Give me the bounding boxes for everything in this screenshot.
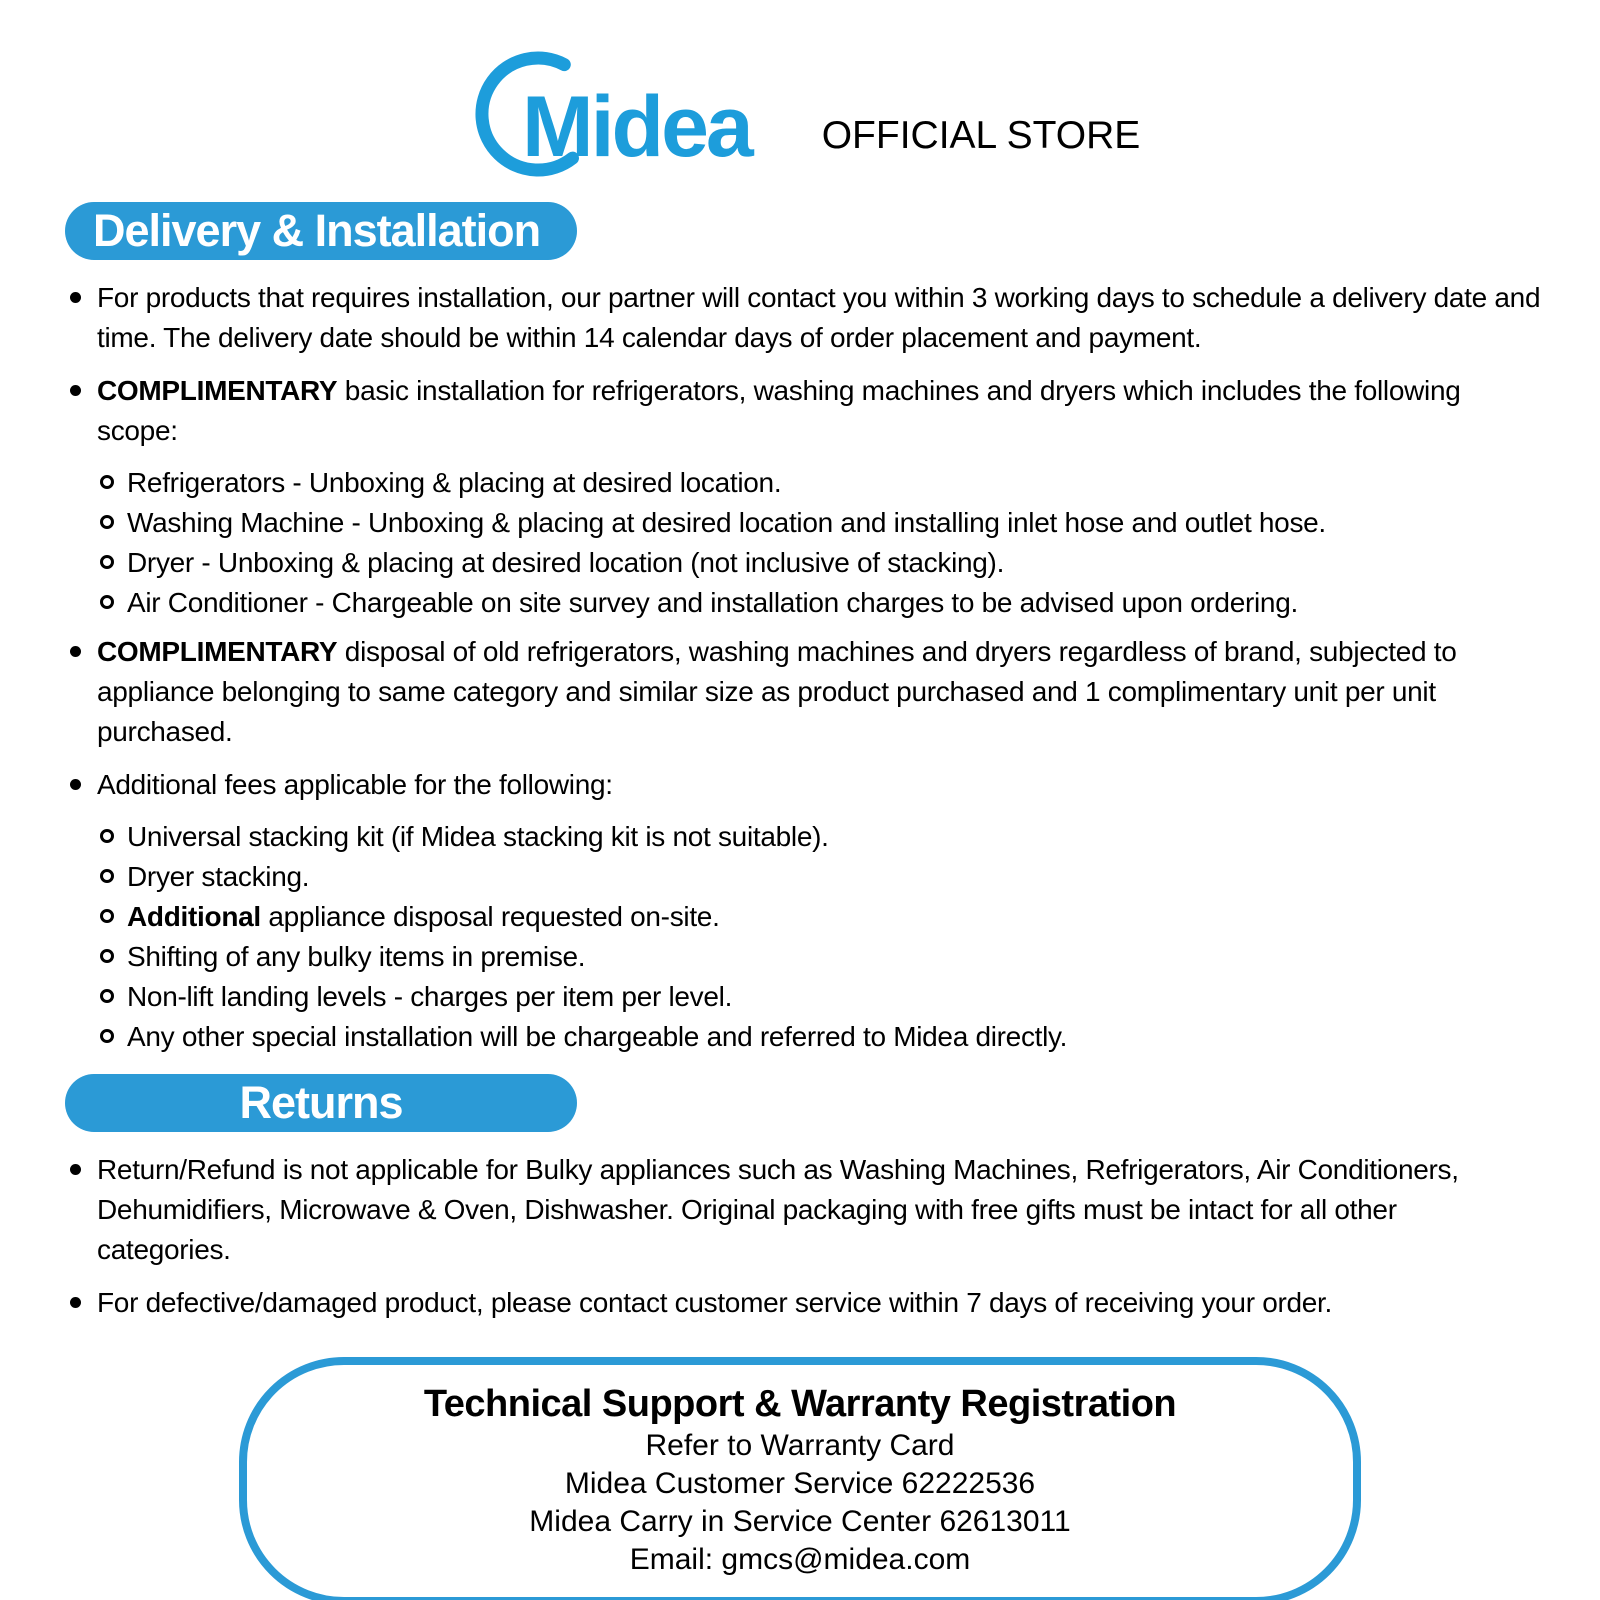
- support-box: [239, 1357, 1361, 1600]
- returns-list: [0, 1150, 1600, 1323]
- fee-item-special-installation: [100, 1018, 1560, 1056]
- circle-bullet-icon: [100, 909, 114, 923]
- circle-bullet-icon: [100, 949, 114, 963]
- scope-item-air-conditioner-text: Air Conditioner - Chargeable on site survey and installation charges to be advised upon ordering.: [127, 587, 1298, 618]
- delivery-item-2: [66, 371, 1560, 451]
- fee-item-non-lift-landing-text: Non-lift landing levels - charges per item per level.: [127, 981, 733, 1012]
- delivery-item-1-body: For products that requires installation, our partner will contact you within 3 working days to schedule a delivery date and time. The delivery date should be within 14 calendar days of order placement and payment.: [97, 282, 1541, 353]
- fee-item-additional-disposal-text: [127, 898, 720, 936]
- fee-item-special-installation-text: Any other special installation will be chargeable and referred to Midea directly.: [127, 1021, 1068, 1052]
- circle-bullet-icon: [100, 869, 114, 883]
- midea-logo: [460, 34, 800, 184]
- circle-bullet-icon: [100, 595, 114, 609]
- fee-item-non-lift-landing: [100, 978, 1560, 1016]
- circle-bullet-icon: [100, 829, 114, 843]
- official-store-label: OFFICIAL STORE: [821, 114, 1141, 157]
- scope-item-washing-machine-text: Washing Machine - Unboxing & placing at desired location and installing inlet hose and outlet hose.: [127, 507, 1326, 538]
- bold-lead: COMPLIMENTARY: [97, 375, 338, 406]
- delivery-item-2-text: [97, 371, 1497, 451]
- bullet-icon: [70, 1164, 81, 1175]
- bold-lead: Additional: [127, 901, 261, 932]
- circle-bullet-icon: [100, 989, 114, 1003]
- delivery-list: [0, 278, 1600, 1056]
- support-line-email: Email: gmcs@midea.com: [629, 1543, 971, 1576]
- fee-item-dryer-stacking: [100, 858, 1560, 896]
- bullet-icon: [70, 292, 81, 303]
- support-line-customer-service: Midea Customer Service 62222536: [564, 1467, 1036, 1500]
- fee-item-dryer-stacking-text: Dryer stacking.: [127, 861, 310, 892]
- circle-bullet-icon: [100, 515, 114, 529]
- delivery-item-3-text: [97, 632, 1497, 752]
- delivery-item-1-text: [97, 278, 1560, 358]
- scope-item-refrigerators: [100, 464, 1560, 502]
- scope-item-washing-machine: [100, 504, 1560, 542]
- section-heading-returns: [65, 1074, 577, 1132]
- fee-item-universal-stacking-kit: [100, 818, 1560, 856]
- delivery-item-1: [66, 278, 1560, 358]
- scope-item-refrigerators-text: Refrigerators - Unboxing & placing at desired location.: [127, 467, 782, 498]
- section-heading-delivery-text: Delivery & Installation: [93, 205, 541, 256]
- fee-item-additional-disposal-body: appliance disposal requested on-site.: [260, 901, 720, 932]
- delivery-item-3-body: disposal of old refrigerators, washing machines and dryers regardless of brand, subjected to appliance belonging to same category and similar size as product purchased and 1 complimentary unit per unit purchased.: [97, 636, 1457, 747]
- bold-lead: COMPLIMENTARY: [97, 636, 338, 667]
- delivery-item-4: [66, 765, 1560, 805]
- logo-wordmark: Midea: [521, 79, 751, 175]
- support-box-title: Technical Support & Warranty Registration: [423, 1383, 1177, 1425]
- bullet-icon: [70, 779, 81, 790]
- scope-item-air-conditioner: [100, 584, 1560, 622]
- returns-item-2-text: For defective/damaged product, please contact customer service within 7 days of receiving your order.: [97, 1287, 1333, 1318]
- bullet-icon: [70, 1297, 81, 1308]
- delivery-item-4-text: Additional fees applicable for the following:: [97, 769, 613, 800]
- circle-bullet-icon: [100, 1029, 114, 1043]
- scope-item-dryer: [100, 544, 1560, 582]
- fee-item-universal-stacking-kit-text: Universal stacking kit (if Midea stacking kit is not suitable).: [127, 821, 829, 852]
- returns-item-1-text: Return/Refund is not applicable for Bulky appliances such as Washing Machines, Refrigerators, Air Conditioners, Dehumidifiers, Microwave & Oven, Dishwasher. Original packaging with free gifts must be intact for all other categories.: [97, 1154, 1459, 1265]
- section-heading-returns-text: Returns: [239, 1077, 403, 1128]
- brand-header: [0, 0, 1600, 184]
- installation-scope-list: [0, 464, 1600, 622]
- additional-fees-list: [0, 818, 1600, 1056]
- bullet-icon: [70, 646, 81, 657]
- bullet-icon: [70, 385, 81, 396]
- scope-item-dryer-text: Dryer - Unboxing & placing at desired location (not inclusive of stacking).: [127, 547, 1005, 578]
- circle-bullet-icon: [100, 475, 114, 489]
- fee-item-shifting-bulky-items-text: Shifting of any bulky items in premise.: [127, 941, 586, 972]
- fee-item-additional-disposal: [100, 898, 1560, 936]
- support-line-warranty-card: Refer to Warranty Card: [645, 1429, 955, 1462]
- section-heading-delivery: [65, 202, 577, 260]
- support-line-carry-in-center: Midea Carry in Service Center 62613011: [529, 1505, 1071, 1538]
- delivery-item-3: [66, 632, 1560, 752]
- fee-item-shifting-bulky-items: [100, 938, 1560, 976]
- returns-item-1: [66, 1150, 1560, 1270]
- circle-bullet-icon: [100, 555, 114, 569]
- delivery-item-2-body: basic installation for refrigerators, washing machines and dryers which includes the following scope:: [97, 375, 1461, 446]
- returns-item-2: [66, 1283, 1560, 1323]
